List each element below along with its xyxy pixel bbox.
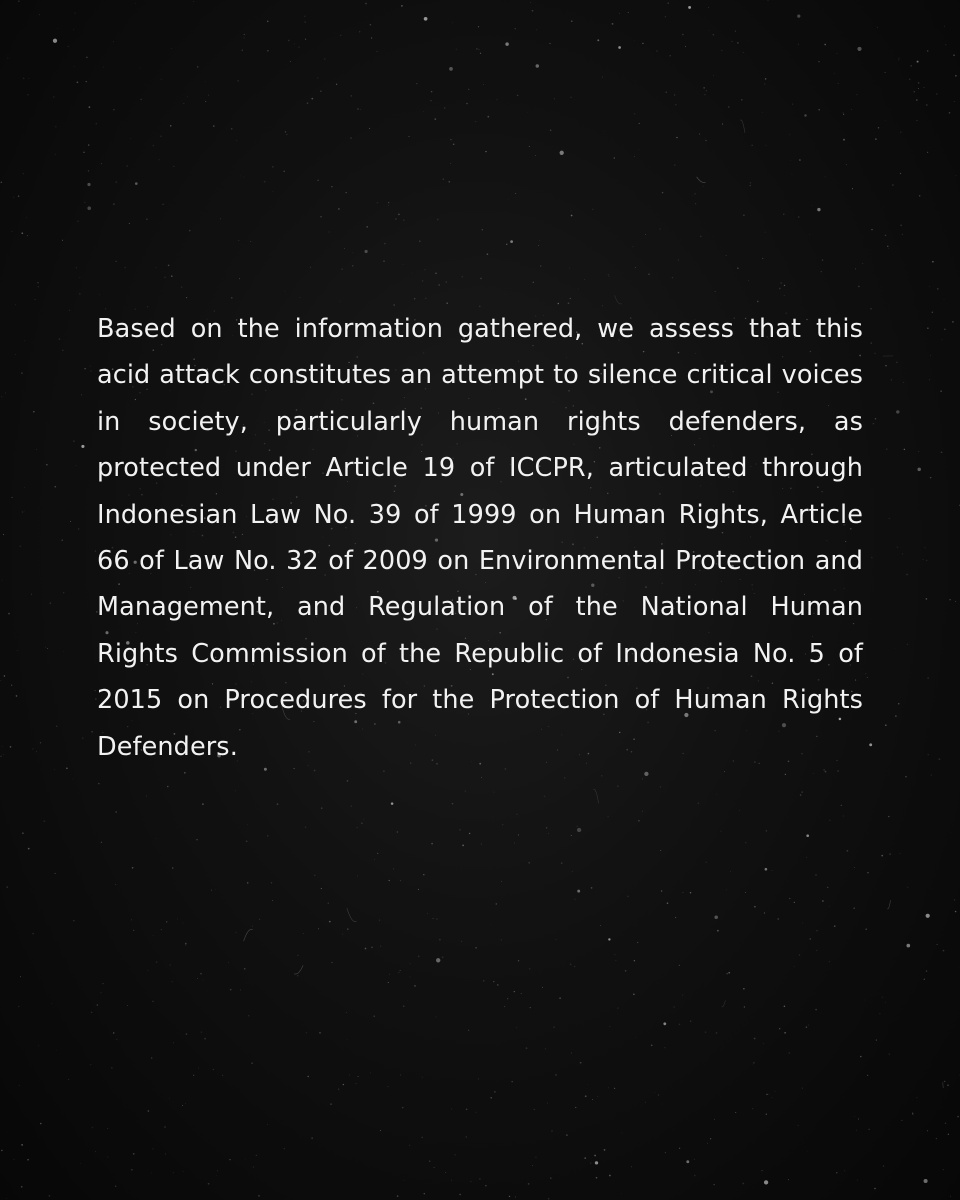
statement-paragraph: Based on the information gathered, we assess that this acid attack constitutes an attempt to silence critical voices in society, particularly human rights defenders, as protected under Article 19 of ICCPR, articulated through Indonesian Law No. 39 of 1999 on Human Rights, Article 66 of Law No. 32 of 2009 on Environmental Protection and Management, and Regulation of the National Human Rights Commission of the Republic of Indonesia No. 5 of 2015 on Procedures for the Protection of Human Rights Defenders. bbox=[97, 314, 863, 762]
